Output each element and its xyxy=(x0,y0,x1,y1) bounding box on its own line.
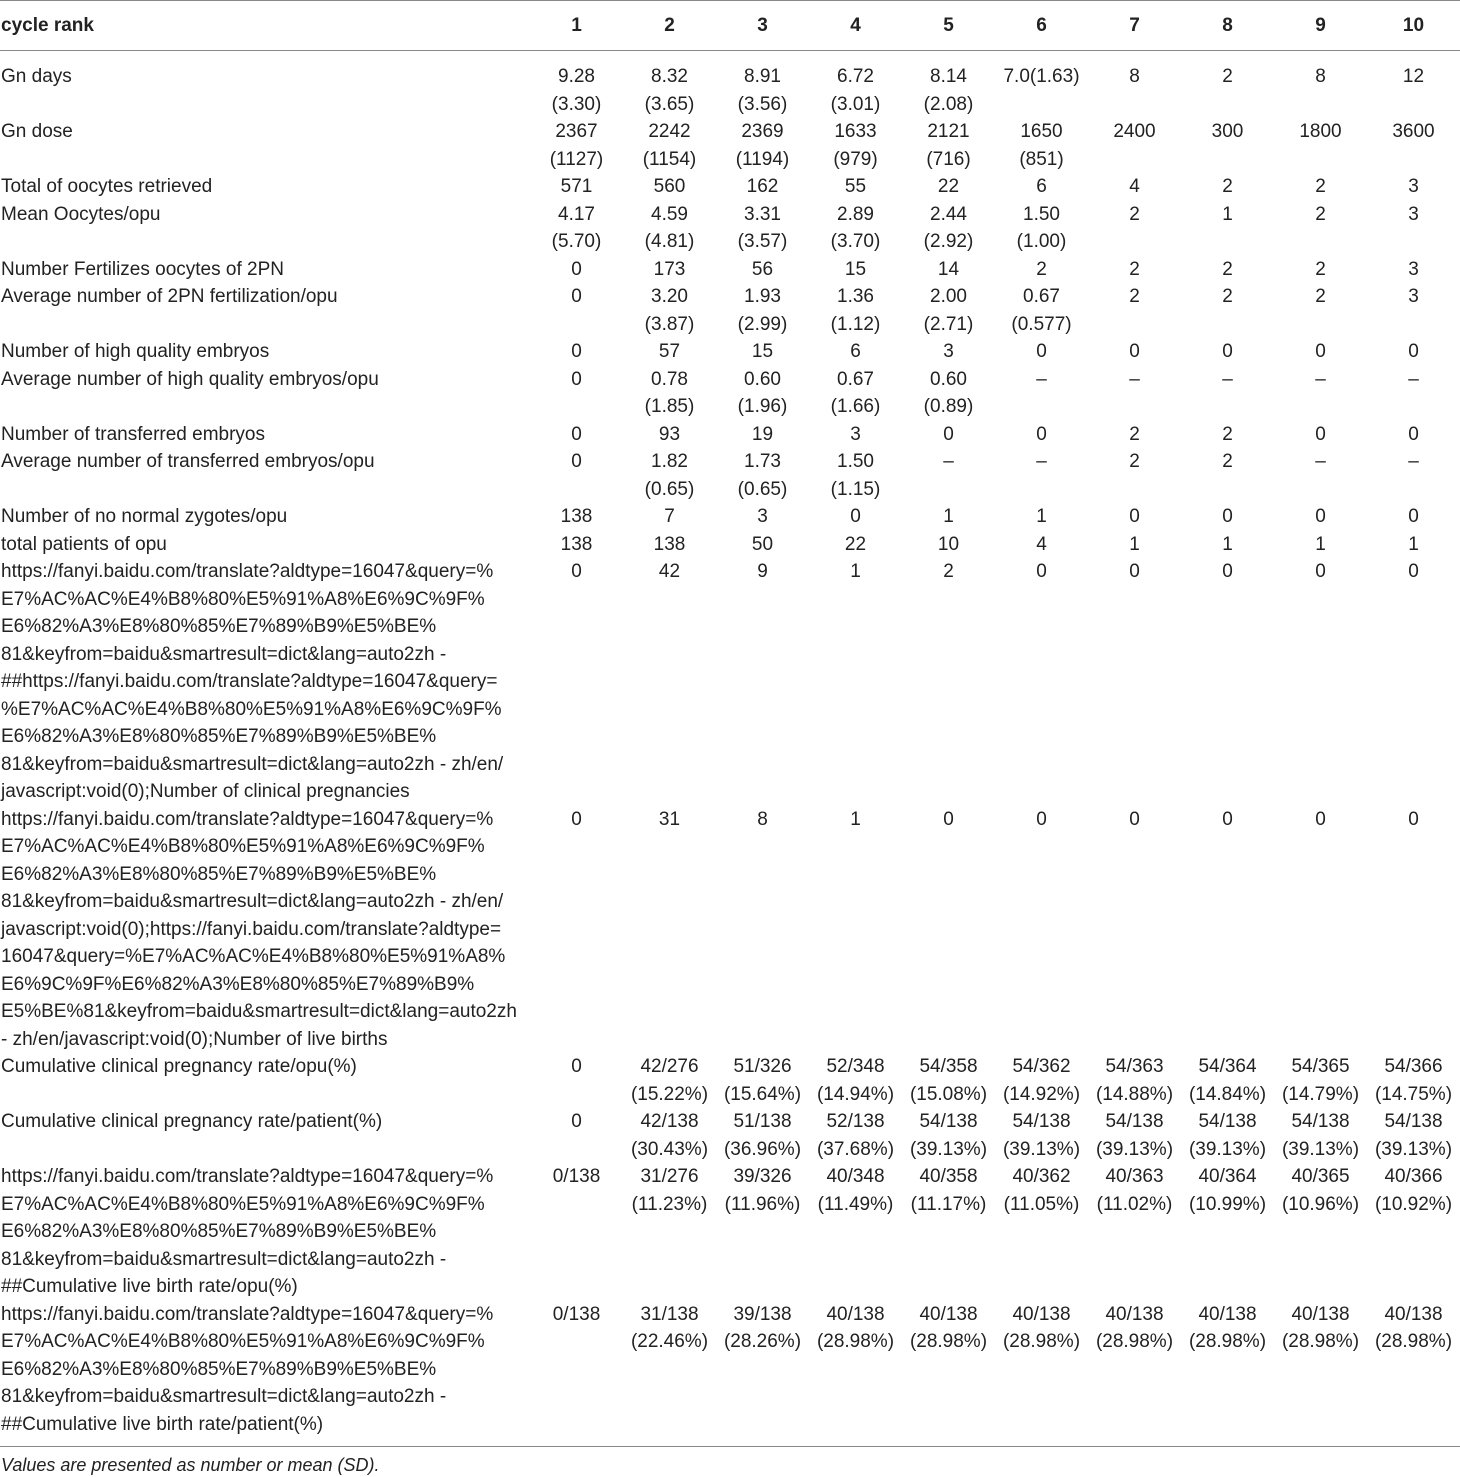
table-cell-rank-5: 0.60 (0.89) xyxy=(923,368,974,417)
table-cell-rank-1: 4.17 (5.70) xyxy=(551,203,602,252)
table-cell-rank-4: 40/138 (28.98%) xyxy=(816,1303,895,1352)
table-cell-rank-10: 3 xyxy=(1408,286,1419,307)
table-cell-rank-8: 2 xyxy=(1222,286,1233,307)
table-cell-rank-7: 0 xyxy=(1129,341,1140,362)
table-cell-rank-4: 6 xyxy=(850,341,861,362)
table-cell-rank-2: 31/276 (11.23%) xyxy=(631,1166,708,1215)
table-cell-rank-6: 7.0(1.63) xyxy=(1003,66,1080,87)
table-cell-rank-10: 40/366 (10.92%) xyxy=(1374,1166,1453,1215)
table-cell-rank-1: 0 xyxy=(571,561,582,582)
table-cell-rank-10: – xyxy=(1408,451,1419,472)
table-row xyxy=(0,421,1460,449)
table-cell-rank-8: 2 xyxy=(1222,258,1233,280)
table-cell-rank-5: 54/138 (39.13%) xyxy=(909,1111,988,1160)
table-cell-rank-10: 54/138 (39.13%) xyxy=(1374,1111,1453,1160)
table-cell-rank-1: 0 xyxy=(571,808,582,830)
table-cell-rank-10: 0 xyxy=(1408,506,1419,527)
row-label: total patients of opu xyxy=(1,533,167,555)
table-row xyxy=(0,173,1460,201)
row-label: Cumulative clinical pregnancy rate/opu(%) xyxy=(1,1056,357,1077)
table-cell-rank-4: 1.36 (1.12) xyxy=(830,286,881,335)
table-cell-rank-3: 0.60 (1.96) xyxy=(737,368,788,417)
table-cell-rank-2: 31/138 (22.46%) xyxy=(630,1303,709,1352)
table-cell-rank-1: 0 xyxy=(571,341,582,362)
header-cell-rank-6: 6 xyxy=(995,1,1088,51)
table-cell-rank-8: 2 xyxy=(1222,176,1233,197)
table-cell-rank-2: 138 xyxy=(653,533,686,555)
table-cell-rank-9: 54/138 (39.13%) xyxy=(1281,1111,1360,1160)
row-label: Number of transferred embryos xyxy=(1,423,265,445)
table-row xyxy=(0,503,1460,531)
table-cell-rank-4: 1.50 (1.15) xyxy=(830,451,881,500)
row-label: Cumulative clinical pregnancy rate/patient(%) xyxy=(1,1111,383,1132)
header-cell-rank-9: 9 xyxy=(1274,1,1367,51)
table-cell-rank-9: 2 xyxy=(1315,258,1326,280)
table-cell-rank-6: 1650 (851) xyxy=(1019,121,1064,170)
table-row xyxy=(0,283,1460,338)
table-row xyxy=(0,1301,1460,1447)
row-label: Number of no normal zygotes/opu xyxy=(1,506,288,527)
table-row xyxy=(0,1053,1460,1108)
table-row xyxy=(0,448,1460,503)
table-cell-rank-2: 3.20 (3.87) xyxy=(644,286,695,335)
table-cell-rank-10: 54/366 (14.75%) xyxy=(1374,1056,1453,1105)
table-row xyxy=(0,806,1460,1054)
header-cell-rank-10: 10 xyxy=(1367,1,1460,51)
table-cell-rank-5: 54/358 (15.08%) xyxy=(909,1056,988,1105)
table-cell-rank-2: 560 xyxy=(653,176,686,197)
table-cell-rank-5: 22 xyxy=(937,176,960,197)
table-row xyxy=(0,1108,1460,1163)
table-cell-rank-9: – xyxy=(1315,451,1326,472)
table-cell-rank-7: 2 xyxy=(1129,286,1140,307)
table-cell-rank-2: 42/276 (15.22%) xyxy=(630,1056,709,1105)
header-cell-rank-1: 1 xyxy=(530,1,623,51)
table-cell-rank-9: 0 xyxy=(1315,506,1326,527)
table-cell-rank-9: 1 xyxy=(1315,533,1326,555)
table-cell-rank-7: 2 xyxy=(1129,423,1140,445)
table-cell-rank-1: 0/138 xyxy=(552,1303,601,1325)
table-cell-rank-4: 3 xyxy=(850,423,861,445)
table-cell-rank-7: 54/363 (14.88%) xyxy=(1095,1056,1174,1105)
table-cell-rank-1: 0 xyxy=(571,423,582,445)
table-cell-rank-2: 57 xyxy=(658,341,681,362)
table-cell-rank-9: 40/365 (10.96%) xyxy=(1281,1166,1360,1215)
table-cell-rank-8: 0 xyxy=(1222,506,1233,527)
table-cell-rank-8: 40/138 (28.98%) xyxy=(1188,1303,1267,1352)
header-cell-rank-5: 5 xyxy=(902,1,995,51)
table-cell-rank-8: 2 xyxy=(1222,451,1233,472)
table-cell-rank-5: 40/358 (11.17%) xyxy=(910,1166,987,1215)
table-cell-rank-8: 54/364 (14.84%) xyxy=(1188,1056,1267,1105)
table-cell-rank-7: 54/138 (39.13%) xyxy=(1095,1111,1174,1160)
table-cell-rank-10: 0 xyxy=(1408,808,1419,830)
table-cell-rank-10: 3 xyxy=(1408,258,1419,280)
table-cell-rank-4: 52/138 (37.68%) xyxy=(816,1111,895,1160)
table-cell-rank-10: 0 xyxy=(1408,423,1419,445)
header-cell-rank-3: 3 xyxy=(716,1,809,51)
table-cell-rank-3: 2369 (1194) xyxy=(735,121,790,170)
table-cell-rank-2: 2242 (1154) xyxy=(642,121,697,170)
table-cell-rank-7: 2 xyxy=(1129,451,1140,472)
table-cell-rank-5: 2 xyxy=(943,561,954,582)
table-cell-rank-6: 6 xyxy=(1036,176,1047,197)
table-cell-rank-9: 2 xyxy=(1315,203,1326,225)
table-cell-rank-4: 15 xyxy=(844,258,867,280)
table-cell-rank-4: 1 xyxy=(850,808,861,830)
table-cell-rank-7: 1 xyxy=(1129,533,1140,555)
table-cell-rank-7: 0 xyxy=(1129,808,1140,830)
table-cell-rank-6: 0 xyxy=(1036,808,1047,830)
table-cell-rank-10: 12 xyxy=(1402,66,1425,87)
table-row xyxy=(0,118,1460,173)
table-cell-rank-7: 2 xyxy=(1129,258,1140,280)
header-cell-rank-8: 8 xyxy=(1181,1,1274,51)
table-cell-rank-9: 1800 xyxy=(1299,121,1342,142)
table-cell-rank-2: 7 xyxy=(664,506,675,527)
table-cell-rank-4: 55 xyxy=(844,176,867,197)
table-cell-rank-8: 1 xyxy=(1222,203,1233,225)
table-cell-rank-7: 8 xyxy=(1129,66,1140,87)
table-cell-rank-2: 31 xyxy=(658,808,681,830)
table-cell-rank-2: 8.32 (3.65) xyxy=(644,66,695,115)
table-cell-rank-6: 0.67 (0.577) xyxy=(1011,286,1072,335)
table-cell-rank-7: 2 xyxy=(1129,203,1140,225)
table-cell-rank-5: 2.44 (2.92) xyxy=(923,203,974,252)
table-cell-rank-5: – xyxy=(943,451,954,472)
table-cell-rank-8: 0 xyxy=(1222,808,1233,830)
table-cell-rank-9: 40/138 (28.98%) xyxy=(1281,1303,1360,1352)
header-cell-label: cycle rank xyxy=(0,1,530,51)
table-cell-rank-8: – xyxy=(1222,368,1233,390)
table-footer xyxy=(0,1447,1460,1477)
table-cell-rank-3: 9 xyxy=(757,561,768,582)
table-cell-rank-2: 42 xyxy=(658,561,681,582)
row-label: Number Fertilizes oocytes of 2PN xyxy=(1,258,284,280)
table-row xyxy=(0,1163,1460,1301)
table-cell-rank-3: 39/138 (28.26%) xyxy=(723,1303,802,1352)
table-cell-rank-6: 54/362 (14.92%) xyxy=(1002,1056,1081,1105)
table-cell-rank-10: 0 xyxy=(1408,561,1419,582)
table-cell-rank-7: 40/363 (11.02%) xyxy=(1096,1166,1173,1215)
table-cell-rank-4: 0.67 (1.66) xyxy=(830,368,881,417)
table-cell-rank-3: 51/138 (36.96%) xyxy=(723,1111,802,1160)
table-cell-rank-5: 8.14 (2.08) xyxy=(923,66,974,115)
table-cell-rank-3: 3.31 (3.57) xyxy=(737,203,788,252)
table-cell-rank-1: 2367 (1127) xyxy=(549,121,604,170)
table-cell-rank-7: 0 xyxy=(1129,561,1140,582)
table-cell-rank-8: 40/364 (10.99%) xyxy=(1188,1166,1267,1215)
table-cell-rank-3: 15 xyxy=(751,341,774,362)
table-cell-rank-1: 0 xyxy=(571,368,582,390)
row-label: https://fanyi.baidu.com/translate?aldtype=16047&query=% E7%AC%AC%E4%B8%80%E5%91%A8%E6%9C%9F% E6%82%A3%E8%80%85%E7%89%B9%E5%BE% 81&keyfrom=baidu&smartresult=dict&lang=auto2zh - zh/en/ javascript:void(0);https://fanyi.baidu.com/translate?aldtype= 16047&query=%E7%AC%AC%E4%B8%80%E5%91%A8% E6%9C%9F%E6%82%A3%E8%80%85%E7%89%B9% E5%BE%81&keyfrom=baidu&smartresult=dict&lang=auto2zh - zh/en/javascript:void(0);Number of live births xyxy=(1,808,517,1050)
table-cell-rank-7: 40/138 (28.98%) xyxy=(1095,1303,1174,1352)
table-cell-rank-5: 2.00 (2.71) xyxy=(923,286,974,335)
row-label: Gn days xyxy=(1,66,72,87)
table-cell-rank-8: 300 xyxy=(1211,121,1244,142)
table-cell-rank-6: 40/138 (28.98%) xyxy=(1002,1303,1081,1352)
table-cell-rank-4: 40/348 (11.49%) xyxy=(817,1166,894,1215)
table-cell-rank-3: 8.91 (3.56) xyxy=(737,66,788,115)
table-cell-rank-4: 1 xyxy=(850,561,861,582)
table-cell-rank-7: – xyxy=(1129,368,1140,390)
table-cell-rank-5: 1 xyxy=(943,506,954,527)
table-cell-rank-6: 1 xyxy=(1036,506,1047,527)
table-cell-rank-1: 138 xyxy=(560,533,593,555)
table-cell-rank-3: 19 xyxy=(751,423,774,445)
table-cell-rank-2: 0.78 (1.85) xyxy=(644,368,695,417)
table-row xyxy=(0,51,1460,119)
table-cell-rank-9: 0 xyxy=(1315,341,1326,362)
table-cell-rank-8: 2 xyxy=(1222,423,1233,445)
table-cell-rank-6: 54/138 (39.13%) xyxy=(1002,1111,1081,1160)
table-cell-rank-6: 1.50 (1.00) xyxy=(1016,203,1067,252)
table-cell-rank-6: 0 xyxy=(1036,341,1047,362)
table-row xyxy=(0,366,1460,421)
table-cell-rank-10: 3 xyxy=(1408,176,1419,197)
table-footnote: Values are presented as number or mean (SD). xyxy=(0,1447,1460,1477)
table-cell-rank-6: 2 xyxy=(1036,258,1047,280)
header-cell-rank-7: 7 xyxy=(1088,1,1181,51)
table-cell-rank-10: 1 xyxy=(1408,533,1419,555)
table-row xyxy=(0,201,1460,256)
table-cell-rank-2: 93 xyxy=(658,423,681,445)
table-cell-rank-4: 1633 (979) xyxy=(833,121,878,170)
table-cell-rank-4: 6.72 (3.01) xyxy=(830,66,881,115)
header-cell-rank-2: 2 xyxy=(623,1,716,51)
table-cell-rank-1: 0/138 xyxy=(552,1166,601,1187)
table-cell-rank-5: 3 xyxy=(943,341,954,362)
row-label: Number of high quality embryos xyxy=(1,341,270,362)
table-cell-rank-9: 0 xyxy=(1315,808,1326,830)
table-cell-rank-9: 2 xyxy=(1315,286,1326,307)
table-cell-rank-1: 571 xyxy=(560,176,593,197)
table-row xyxy=(0,256,1460,284)
row-label: Total of oocytes retrieved xyxy=(1,176,213,197)
table-cell-rank-8: 2 xyxy=(1222,66,1233,87)
table-cell-rank-9: 0 xyxy=(1315,423,1326,445)
header-row xyxy=(0,1,1460,51)
table-cell-rank-1: 0 xyxy=(571,451,582,472)
table-cell-rank-5: 0 xyxy=(943,808,954,830)
table-cell-rank-5: 0 xyxy=(943,423,954,445)
row-label: Gn dose xyxy=(1,121,73,142)
table-cell-rank-8: 1 xyxy=(1222,533,1233,555)
row-label: Mean Oocytes/opu xyxy=(1,203,161,225)
table-cell-rank-7: 4 xyxy=(1129,176,1140,197)
table-cell-rank-9: 8 xyxy=(1315,66,1326,87)
table-cell-rank-6: 40/362 (11.05%) xyxy=(1003,1166,1080,1215)
table-cell-rank-2: 42/138 (30.43%) xyxy=(630,1111,709,1160)
table-cell-rank-1: 0 xyxy=(571,1111,582,1132)
table-cell-rank-9: 54/365 (14.79%) xyxy=(1281,1056,1360,1105)
table-cell-rank-10: 3600 xyxy=(1392,121,1435,142)
table-cell-rank-3: 1.73 (0.65) xyxy=(737,451,788,500)
table-cell-rank-5: 2121 (716) xyxy=(926,121,971,170)
table-cell-rank-10: 0 xyxy=(1408,341,1419,362)
table-cell-rank-3: 39/326 (11.96%) xyxy=(724,1166,801,1215)
table-cell-rank-9: 2 xyxy=(1315,176,1326,197)
table-cell-rank-10: – xyxy=(1408,368,1419,390)
table-cell-rank-5: 10 xyxy=(937,533,960,555)
table-row xyxy=(0,338,1460,366)
table-body xyxy=(0,51,1460,1447)
row-label: Average number of high quality embryos/opu xyxy=(1,368,379,390)
table-cell-rank-1: 0 xyxy=(571,286,582,307)
table-row xyxy=(0,558,1460,806)
table-row xyxy=(0,531,1460,559)
table-cell-rank-6: 0 xyxy=(1036,561,1047,582)
table-cell-rank-10: 40/138 (28.98%) xyxy=(1374,1303,1453,1352)
table-cell-rank-2: 1.82 (0.65) xyxy=(644,451,695,500)
table-cell-rank-1: 138 xyxy=(560,506,593,527)
table-cell-rank-4: 22 xyxy=(844,533,867,555)
table-cell-rank-3: 56 xyxy=(751,258,774,280)
table-cell-rank-4: 0 xyxy=(850,506,861,527)
table-cell-rank-3: 162 xyxy=(746,176,779,197)
table-cell-rank-1: 9.28 (3.30) xyxy=(551,66,602,115)
row-label: https://fanyi.baidu.com/translate?aldtype=16047&query=% E7%AC%AC%E4%B8%80%E5%91%A8%E6%9C%9F% E6%82%A3%E8%80%85%E7%89%B9%E5%BE% 81&keyfrom=baidu&smartresult=dict&lang=auto2zh - ##https://fanyi.baidu.com/translate?aldtype=16047&query= %E7%AC%AC%E4%B8%80%E5%91%A8%E6%9C%9F% E6%82%A3%E8%80%85%E7%89%B9%E5%BE% 81&keyfrom=baidu&smartresult=dict&lang=auto2zh - zh/en/ javascript:void(0);Number of clinical pregnancies xyxy=(1,561,504,802)
table-cell-rank-3: 50 xyxy=(751,533,774,555)
table-cell-rank-7: 2400 xyxy=(1113,121,1156,142)
row-label: https://fanyi.baidu.com/translate?aldtype=16047&query=% E7%AC%AC%E4%B8%80%E5%91%A8%E6%9C%9F% E6%82%A3%E8%80%85%E7%89%B9%E5%BE% 81&keyfrom=baidu&smartresult=dict&lang=auto2zh - ##Cumulative live birth rate/patient(%) xyxy=(1,1303,494,1435)
footnote-row xyxy=(0,1447,1460,1477)
table-cell-rank-9: – xyxy=(1315,368,1326,390)
table-cell-rank-3: 51/326 (15.64%) xyxy=(723,1056,802,1105)
table-cell-rank-3: 3 xyxy=(757,506,768,527)
table-cell-rank-9: 0 xyxy=(1315,561,1326,582)
table-cell-rank-6: 0 xyxy=(1036,423,1047,445)
table-cell-rank-3: 8 xyxy=(757,808,768,830)
table-cell-rank-3: 1.93 (2.99) xyxy=(737,286,788,335)
table-cell-rank-8: 54/138 (39.13%) xyxy=(1188,1111,1267,1160)
table-header xyxy=(0,1,1460,51)
table-cell-rank-10: 3 xyxy=(1408,203,1419,225)
table-cell-rank-4: 2.89 (3.70) xyxy=(830,203,881,252)
header-cell-rank-4: 4 xyxy=(809,1,902,51)
table-cell-rank-8: 0 xyxy=(1222,341,1233,362)
table-cell-rank-5: 40/138 (28.98%) xyxy=(909,1303,988,1352)
table-cell-rank-1: 0 xyxy=(571,258,582,280)
table-cell-rank-5: 14 xyxy=(937,258,960,280)
table-cell-rank-7: 0 xyxy=(1129,506,1140,527)
row-label: https://fanyi.baidu.com/translate?aldtype=16047&query=% E7%AC%AC%E4%B8%80%E5%91%A8%E6%9C%9F% E6%82%A3%E8%80%85%E7%89%B9%E5%BE% 81&keyfrom=baidu&smartresult=dict&lang=auto2zh - ##Cumulative live birth rate/opu(%) xyxy=(1,1166,494,1297)
table-cell-rank-6: 4 xyxy=(1036,533,1047,555)
table-cell-rank-6: – xyxy=(1036,451,1047,472)
row-label: Average number of transferred embryos/opu xyxy=(1,451,375,472)
table-cell-rank-6: – xyxy=(1036,368,1047,390)
table-cell-rank-4: 52/348 (14.94%) xyxy=(816,1056,895,1105)
table-cell-rank-8: 0 xyxy=(1222,561,1233,582)
table-cell-rank-1: 0 xyxy=(571,1056,582,1077)
row-label: Average number of 2PN fertilization/opu xyxy=(1,286,338,307)
table-cell-rank-2: 173 xyxy=(653,258,686,280)
table-cell-rank-2: 4.59 (4.81) xyxy=(644,203,695,252)
